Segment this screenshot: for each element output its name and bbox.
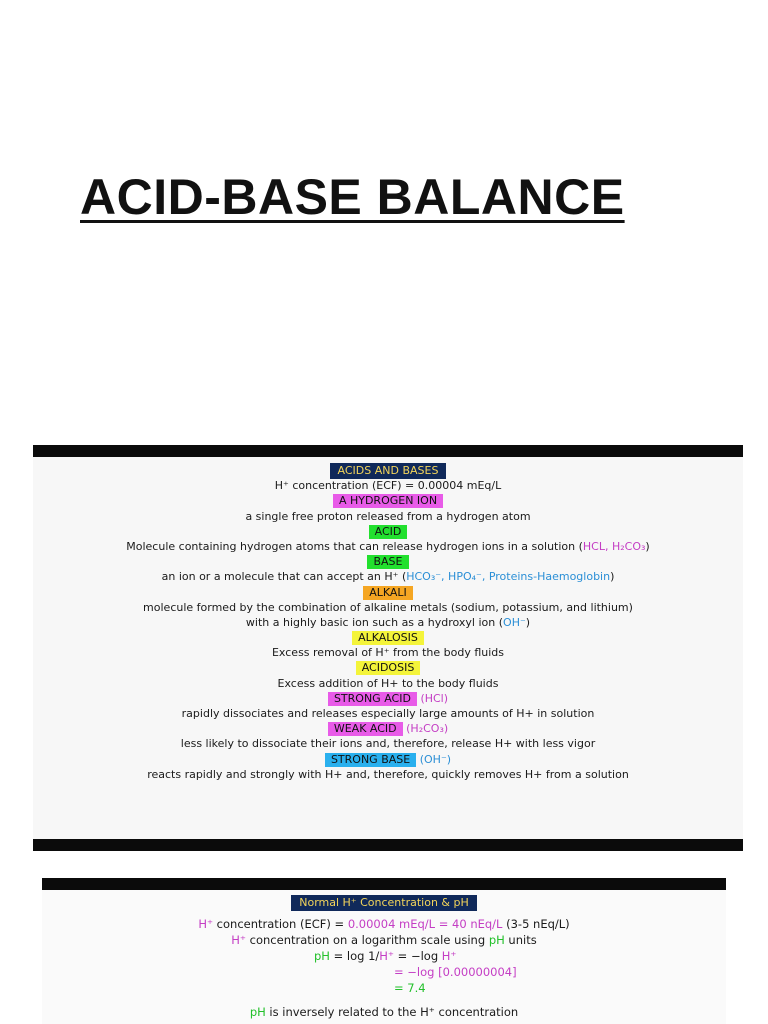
weak-acid-example: (H₂CO₃) (406, 722, 449, 736)
slide-normal-h-concentration (42, 878, 726, 1024)
page-title: ACID-BASE BALANCE (80, 169, 625, 225)
slide-heading: ACIDS AND BASES (330, 463, 447, 479)
slide-content (33, 457, 743, 839)
strong-base-label: STRONG BASE (325, 753, 416, 767)
strong-acid-example: (HCl) (420, 691, 449, 705)
weak-acid-definition: less likely to dissociate their ions and, therefore, release H+ with less vigor (180, 737, 596, 751)
slide-content (42, 890, 726, 1024)
acid-definition: Molecule containing hydrogen atoms that can release hydrogen ions in a solution (HCL, H₂CO₃) (126, 539, 650, 553)
base-examples: HCO₃⁻, HPO₄⁻, Proteins-Haemoglobin (406, 570, 611, 584)
log-scale-line: H⁺ concentration on a logarithm scale using pH units (231, 933, 537, 947)
slide-acids-and-bases (33, 445, 743, 851)
strong-base-definition: reacts rapidly and strongly with H+ and, therefore, quickly removes H+ from a solution (147, 767, 629, 781)
inverse-relation-line: pH is inversely related to the H⁺ concentration (249, 1005, 519, 1019)
acidosis-definition: Excess addition of H+ to the body fluids (277, 676, 499, 690)
hydroxyl-ion: OH⁻ (503, 615, 526, 629)
ph-result: = 7.4 (394, 981, 426, 995)
slide-heading: Normal H⁺ Concentration & pH (291, 895, 477, 911)
base-definition: an ion or a molecule that can accept an H⁺ (HCO₃⁻, HPO₄⁻, Proteins-Haemoglobin) (161, 570, 615, 584)
ecf-line: H⁺ concentration (ECF) = 0.00004 mEq/L (274, 479, 502, 493)
slide-top-bar (33, 445, 743, 457)
acid-examples: HCL, H₂CO₃ (582, 539, 646, 553)
acidosis-label: ACIDOSIS (356, 661, 421, 675)
strong-acid-label: STRONG ACID (328, 692, 417, 706)
acid-label: ACID (369, 525, 408, 539)
base-label: BASE (367, 555, 408, 569)
alkali-definition-1: molecule formed by the combination of alkaline metals (sodium, potassium, and lithium) (143, 600, 633, 614)
alkali-definition-2: with a highly basic ion such as a hydroxyl ion (OH⁻) (245, 615, 531, 629)
hydrogen-ion-definition: a single free proton released from a hydrogen atom (245, 509, 531, 523)
slide-bottom-bar (33, 839, 743, 851)
ecf-line: H⁺ concentration (ECF) = 0.00004 mEq/L = 40 nEq/L (3-5 nEq/L) (198, 917, 570, 931)
ph-equation-step: = −log [0.00000004] (394, 965, 517, 979)
alkali-label: ALKALI (363, 586, 413, 600)
ph-equation-line: pH = log 1/H⁺ = −log H⁺ (314, 949, 457, 963)
alkalosis-label: ALKALOSIS (352, 631, 424, 645)
strong-acid-definition: rapidly dissociates and releases especially large amounts of H+ in solution (181, 707, 595, 720)
strong-base-example: (OH⁻) (419, 752, 452, 766)
slide-top-bar (42, 878, 726, 890)
hydrogen-ion-label: A HYDROGEN ION (333, 494, 443, 508)
alkalosis-definition: Excess removal of H⁺ from the body fluids (271, 646, 505, 660)
weak-acid-label: WEAK ACID (328, 722, 403, 736)
